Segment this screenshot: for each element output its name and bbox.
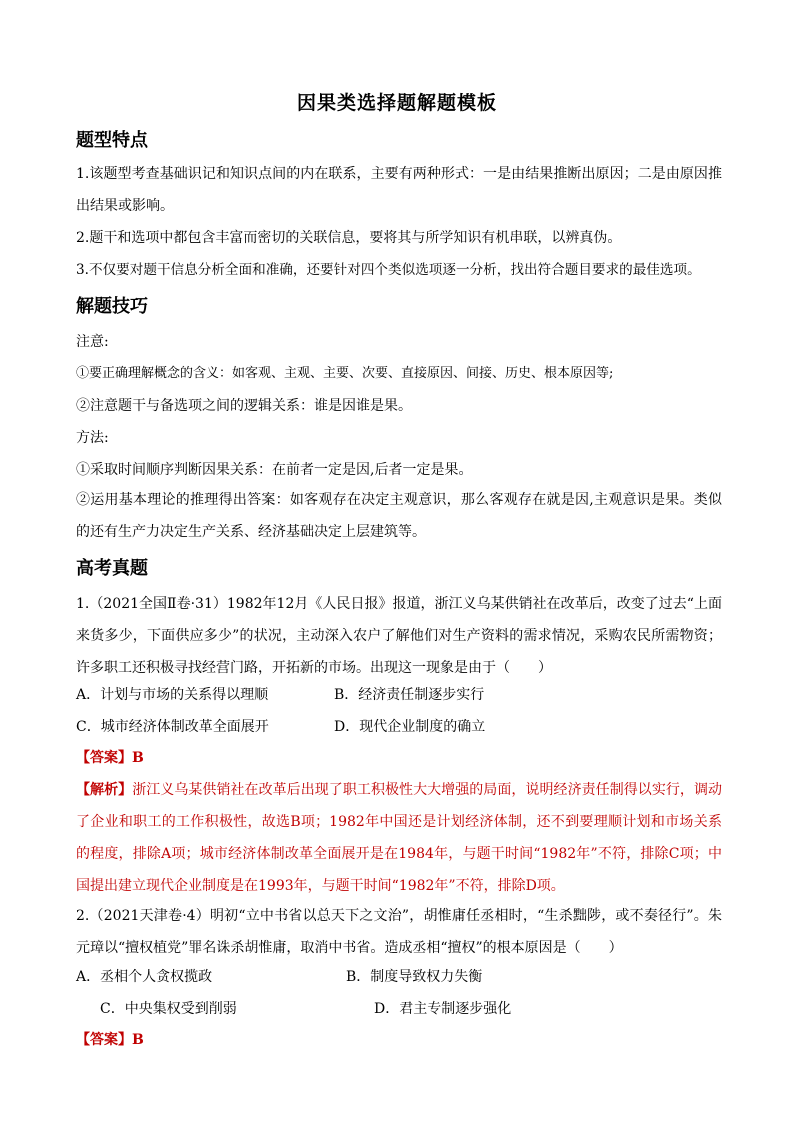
question-1-option-c: C．城市经济体制改革全面展开 (76, 719, 269, 735)
question-2-option-b: B．制度导致权力失衡 (346, 969, 483, 985)
question-1-option-a: A．计划与市场的关系得以理顺 (76, 687, 269, 703)
feature-item-3: 3.不仅要对题干信息分析全面和准确，还要针对四个类似选项逐一分析，找出符合题目要求的最佳选项。 (76, 262, 701, 278)
analysis-label: 【解析】 (76, 782, 133, 798)
section-heading-features: 题型特点 (76, 130, 148, 151)
question-1-option-d: D．现代企业制度的确立 (334, 719, 486, 735)
question-2-option-a: A．丞相个人贪权揽政 (76, 969, 213, 985)
question-1-option-b: B．经济责任制逐步实行 (334, 687, 485, 703)
question-2-answer: 【答案】B (76, 1032, 144, 1048)
question-1-stem: 1.（2021全国Ⅱ卷·31）1982年12月《人民日报》报道，浙江义乌某供销社在改革后，改变了过去“上面来货多少，下面供应多少”的状况，主动深入农户了解他们对生产资料的需求情况，采购农民所需物资；许多职工还积极寻找经营门路，开拓新的市场。出现这一现象是由于（ ） (76, 596, 722, 676)
question-1-analysis (76, 774, 722, 902)
method-label: 方法: (76, 430, 109, 446)
section-heading-techniques: 解题技巧 (76, 296, 148, 317)
note-item-1: ①要正确理解概念的含义：如客观、主观、主要、次要、直接原因、间接、历史、根本原因等; (76, 366, 614, 381)
analysis-text: 浙江义乌某供销社在改革后出现了职工积极性大大增强的局面，说明经济责任制得以实行，调动了企业和职工的工作积极性，故选B项；1982年中国还是计划经济体制，还不到要理顺计划和市场关系的程度，排除A项；城市经济体制改革全面展开是在1984年，与题干时间“1982年”不符，排除C项；中国提出建立现代企业制度是在1993年，与题干时间“1982年”不符，排除D项。 (76, 782, 723, 894)
method-item-1: ①采取时间顺序判断因果关系：在前者一定是因,后者一定是果。 (76, 462, 473, 478)
note-item-2: ②注意题干与备选项之间的逻辑关系：谁是因谁是果。 (76, 398, 412, 414)
question-2-option-c: C．中央集权受到削弱 (100, 1001, 237, 1017)
section-heading-exam: 高考真题 (76, 558, 148, 579)
question-2-option-d: D．君主专制逐步强化 (374, 1001, 512, 1017)
question-1-answer: 【答案】B (76, 750, 144, 766)
feature-item-2: 2.题干和选项中都包含丰富而密切的关联信息，要将其与所学知识有机串联，以辨真伪。 (76, 230, 622, 246)
question-2-stem: 2.（2021天津卷·4）明初“立中书省以总天下之文治”，胡惟庸任丞相时，“生杀黜陟，或不奏径行”。朱元璋以“擅权植党”罪名诛杀胡惟庸，取消中书省。造成丞相“擅权”的根本原因是（ ） (76, 908, 722, 956)
document-title: 因果类选择题解题模板 (296, 92, 497, 114)
note-label: 注意: (76, 334, 109, 350)
feature-item-1: 1.该题型考查基础识记和知识点间的内在联系，主要有两种形式：一是由结果推断出原因；二是由原因推出结果或影响。 (76, 166, 722, 214)
method-item-2: ②运用基本理论的推理得出答案：如客观存在决定主观意识，那么客观存在就是因,主观意识是果。类似的还有生产力决定生产关系、经济基础决定上层建筑等。 (76, 492, 722, 540)
